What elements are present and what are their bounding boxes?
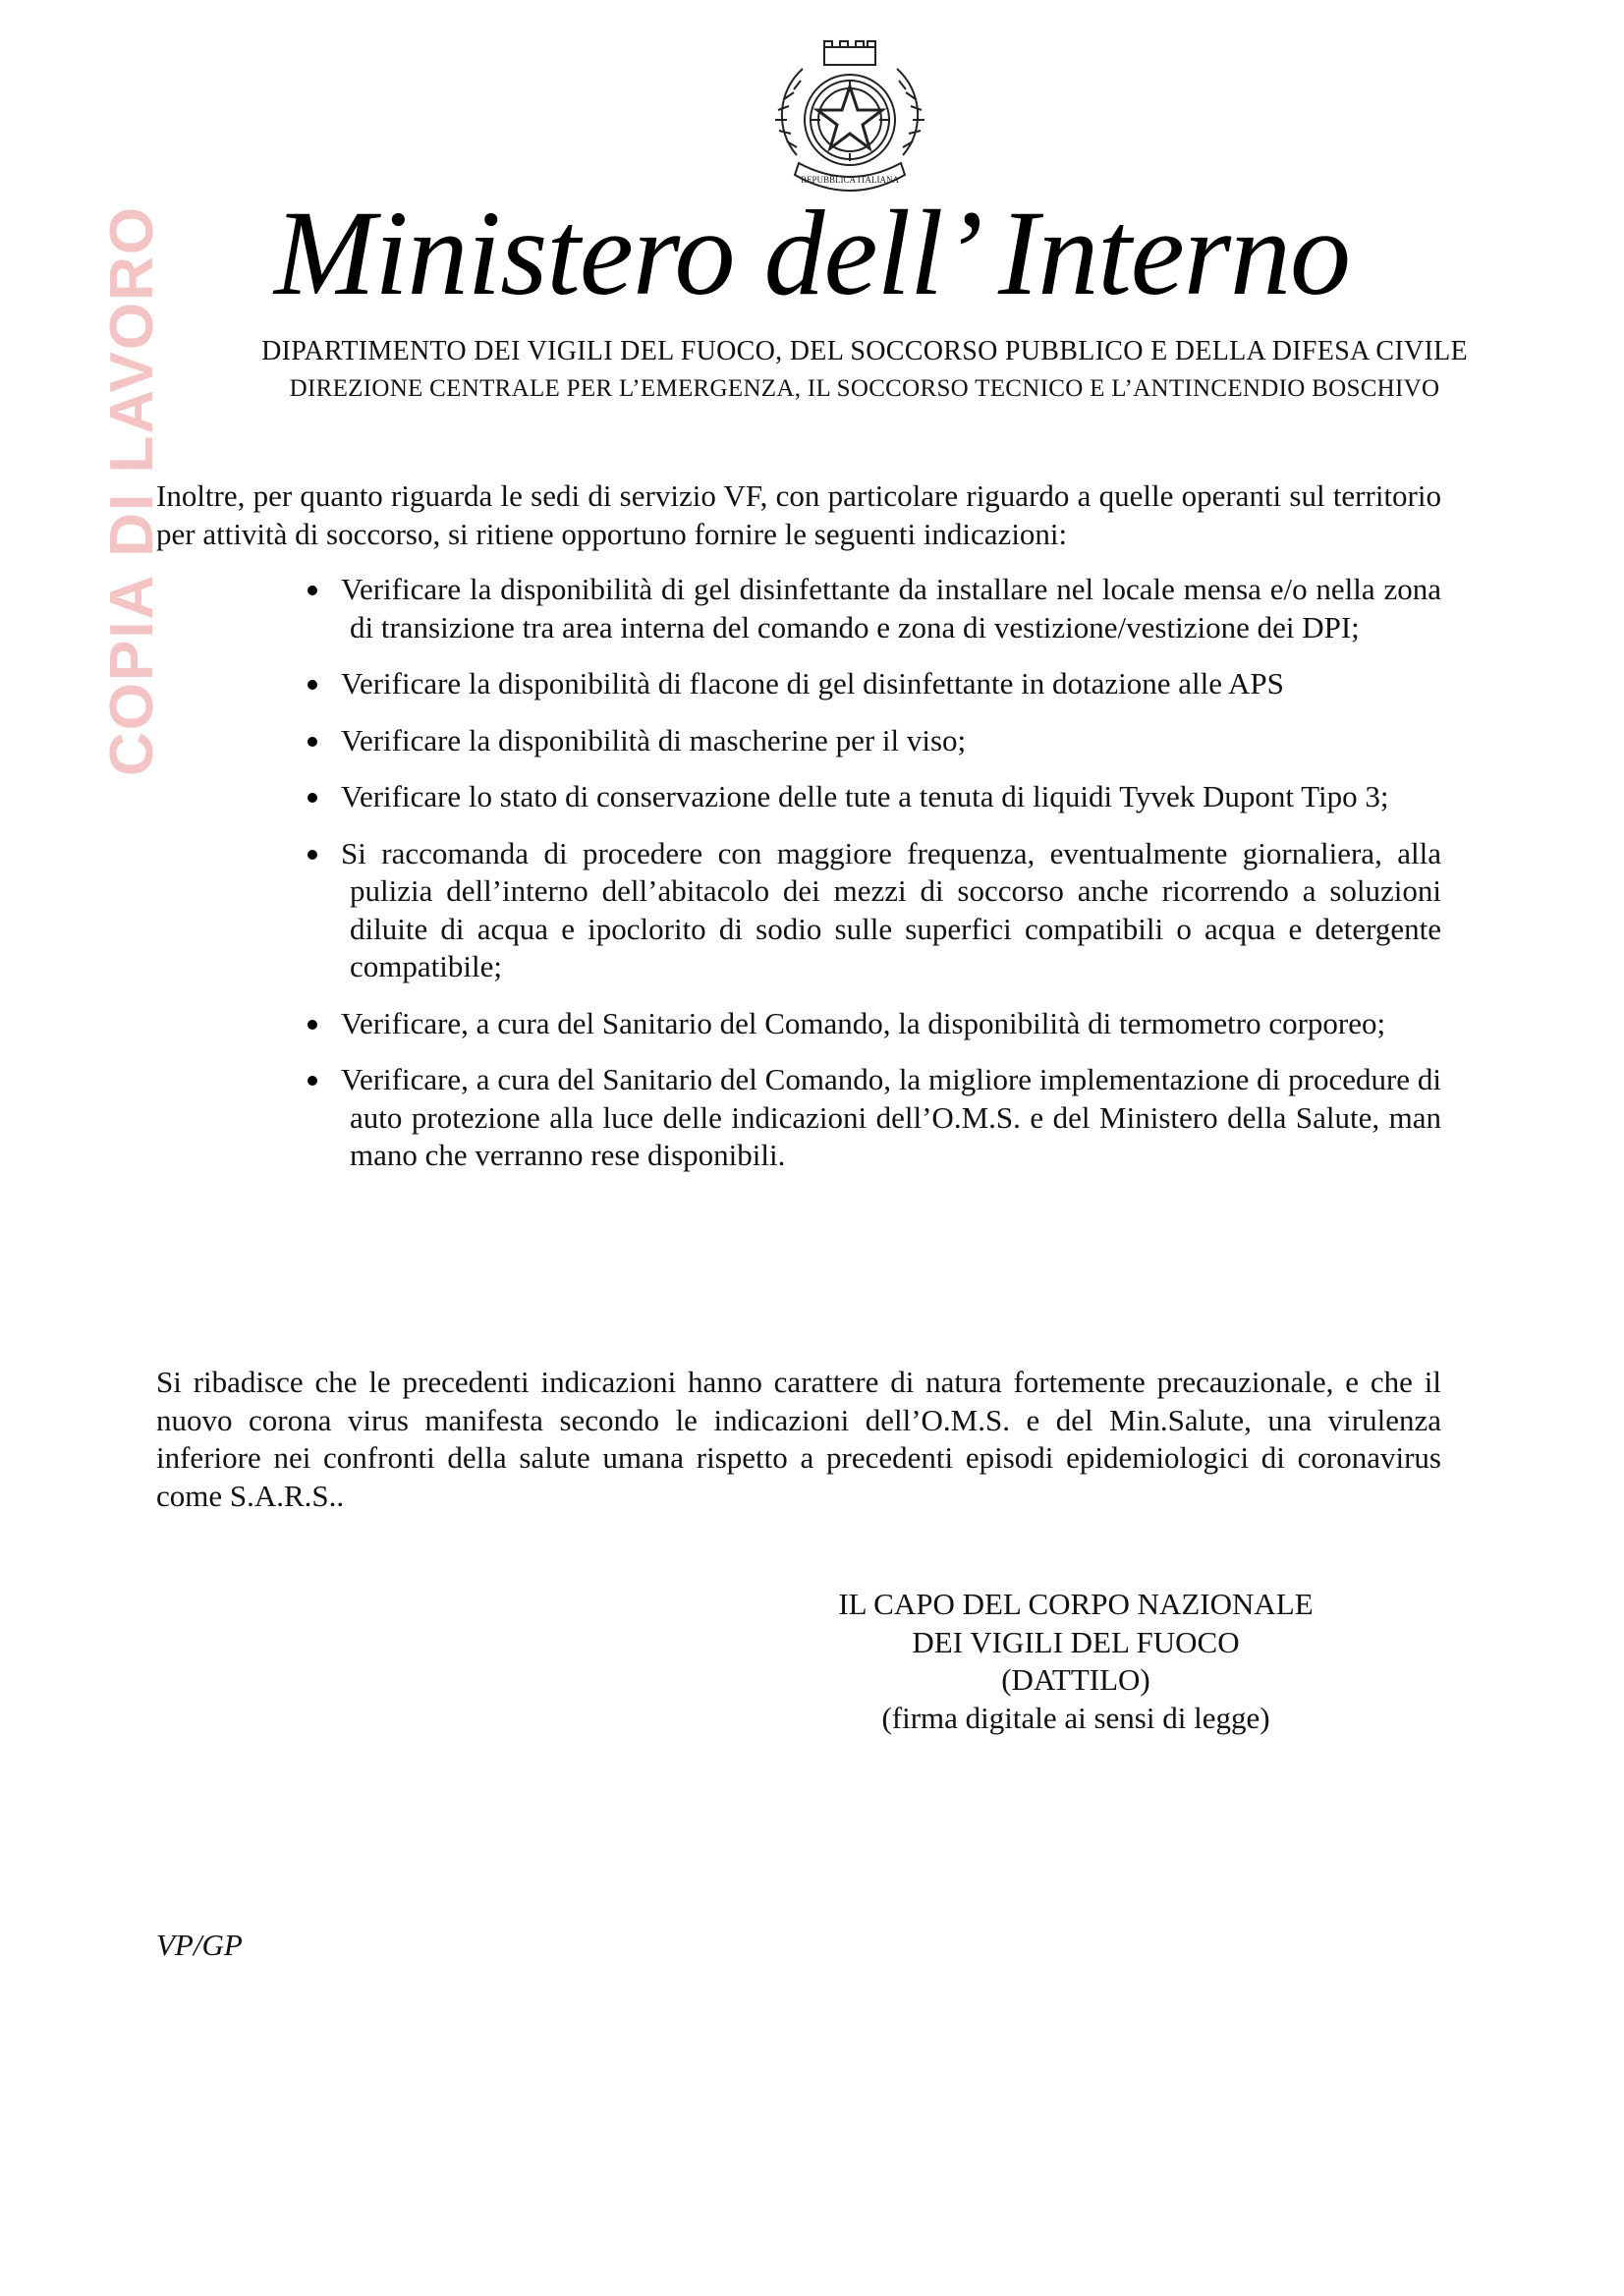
list-item: Verificare la disponibilità di gel disinfettante da installare nel locale mensa e/o nella zona di transizione tra area interna del comando e zona di vestizione/vestizione dei DPI; [310,571,1441,646]
copy-watermark: COPIA DI LAVORO [98,204,166,776]
bullet-icon [308,793,317,803]
list-item: Si raccomanda di procedere con maggiore frequenza, eventualmente giornaliera, alla pulizia dell’interno dell’abitacolo dei mezzi di soccorso anche ricorrendo a soluzioni diluite di acqua e ipoclorito di sodio sulle superfici compatibili o acqua e detergente compatibile; [310,835,1441,986]
list-item: Verificare la disponibilità di mascherine per il viso; [310,722,1441,760]
bullet-icon [308,737,317,747]
intro-paragraph: Inoltre, per quanto riguarda le sedi di servizio VF, con particolare riguardo a quelle operanti sul territorio per attività di soccorso, si ritiene opportuno fornire le seguenti indicazioni: [156,478,1441,551]
signature-line-title: IL CAPO DEL CORPO NAZIONALE [838,1587,1314,1621]
bullet-icon [308,1076,317,1086]
ministry-title: Ministero dell’ Interno [273,186,1351,320]
bullet-icon [308,850,317,860]
list-item: Verificare, a cura del Sanitario del Comando, la disponibilità di termometro corporeo; [310,1005,1441,1043]
signature-line-note: (firma digitale ai sensi di legge) [881,1700,1270,1735]
signature-block [766,1586,1385,1737]
signature-line-name: (DATTILO) [1001,1662,1150,1697]
instructions-list [310,571,1441,1194]
emblem-ribbon-text: REPUBBLICA ITALIANA [800,175,900,185]
bullet-icon [308,1020,317,1030]
list-item: Verificare la disponibilità di flacone di gel disinfettante in dotazione alle APS [310,665,1441,703]
signature-line-corps: DEI VIGILI DEL FUOCO [912,1624,1240,1659]
list-item: Verificare, a cura del Sanitario del Comando, la migliore implementazione di procedure di auto protezione alla luce delle indicazioni dell’O.M.S. e del Ministero della Salute, man mano che verranno rese disponibili. [310,1061,1441,1175]
direction-heading: DIREZIONE CENTRALE PER L’EMERGENZA, IL SOCCORSO TECNICO E L’ANTINCENDIO BOSCHIVO [289,375,1440,402]
reference-initials: VP/GP [156,1928,243,1962]
bullet-icon [308,680,317,690]
bullet-icon [308,586,317,595]
closing-paragraph: Si ribadisce che le precedenti indicazioni hanno carattere di natura fortemente precauzionale, e che il nuovo corona virus manifesta secondo le indicazioni dell’O.M.S. e del Min.Salute, una virulenza inferiore nei confronti della salute umana rispetto a precedenti episodi epidemiologici di coronavirus come S.A.R.S.. [156,1365,1441,1513]
list-item: Verificare lo stato di conservazione delle tute a tenuta di liquidi Tyvek Dupont Tipo 3; [310,778,1441,816]
department-heading: DIPARTIMENTO DEI VIGILI DEL FUOCO, DEL SOCCORSO PUBBLICO E DELLA DIFESA CIVILE [261,336,1468,366]
